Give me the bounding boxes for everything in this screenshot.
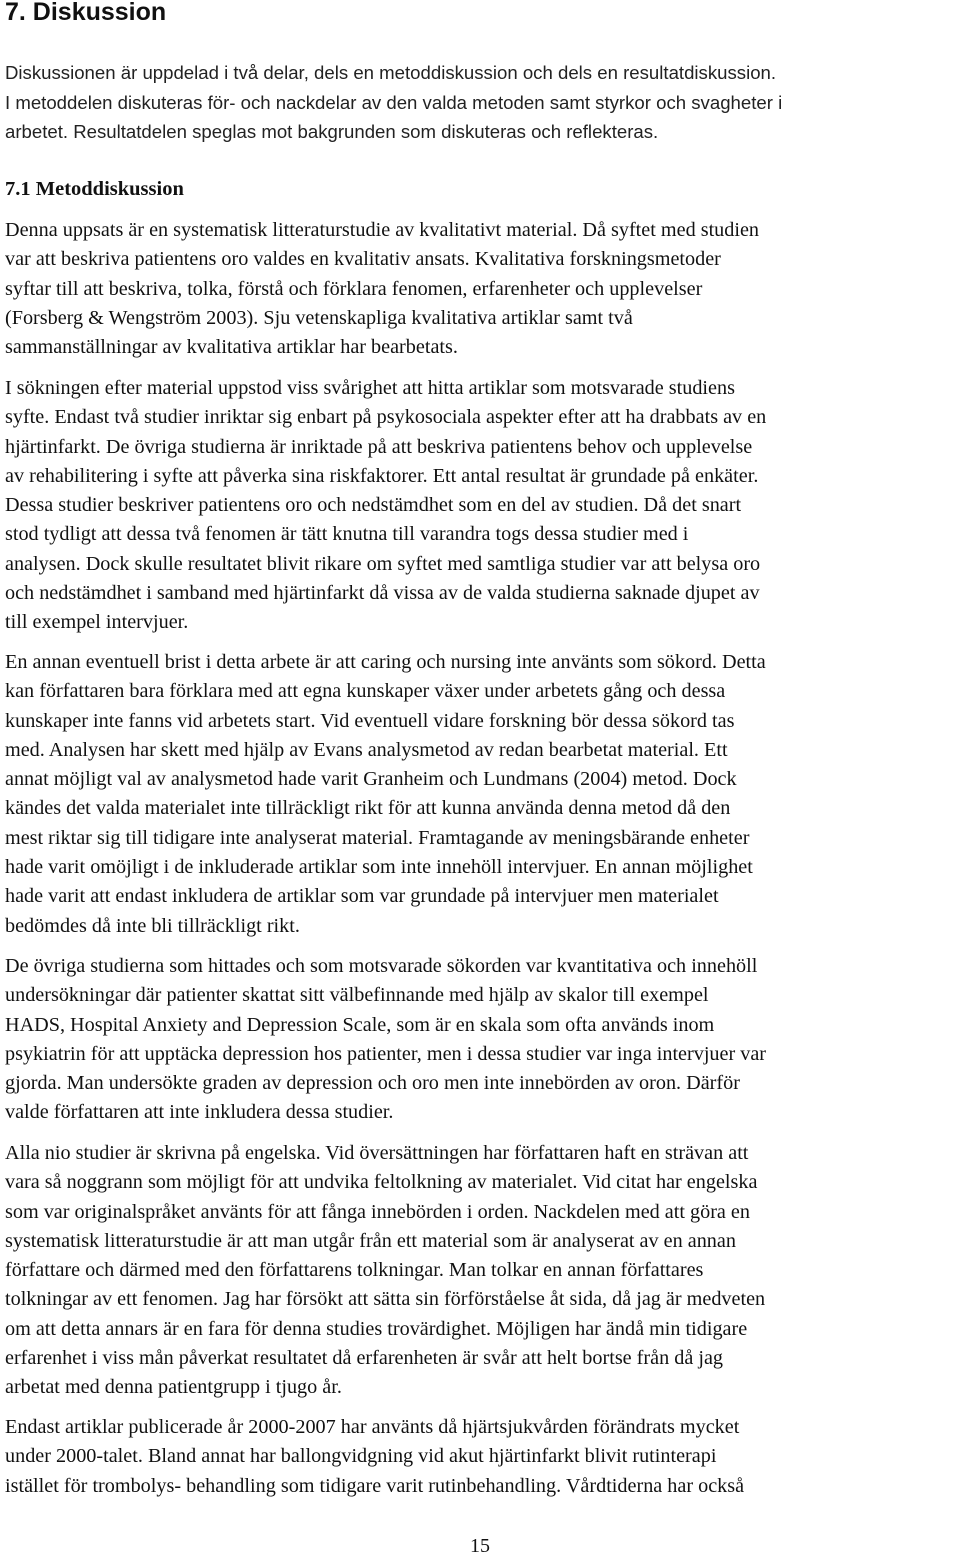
paragraph-line: under 2000-talet. Bland annat har ballongvidgning vid akut hjärtinfarkt blivit rutinterapi <box>5 1445 717 1468</box>
paragraph-line: hjärtinfarkt. De övriga studierna är inriktade på att beskriva patientens behov och upplevelse <box>5 435 753 458</box>
paragraph-line: och nedstämdhet i samband med hjärtinfarkt då vissa av de valda studierna saknade djupet av <box>5 582 760 605</box>
paragraph-line: kändes det valda materialet inte tillräckligt rikt för att kunna använda denna metod då den <box>5 797 731 820</box>
paragraph-line: till exempel intervjuer. <box>5 611 189 634</box>
paragraph-line: syfte. Endast två studier inriktar sig enbart på psykosociala aspekter efter att ha drabbats av en <box>5 406 767 429</box>
paragraph-line: kan författaren bara förklara med att egna kunskaper växer under arbetets gång och dessa <box>5 680 726 703</box>
paragraph-line: som var originalspråket använts för att fånga innebörden i orden. Nackdelen med att göra en <box>5 1200 750 1223</box>
paragraph-quantitative <box>5 952 960 1128</box>
paragraph-line: erfarenhet i viss mån påverkat resultatet då erfarenheten är svår att helt bortse från då jag <box>5 1347 723 1370</box>
paragraph-line: vara så noggrann som möjligt för att undvika feltolkning av materialet. Vid citat har engelska <box>5 1171 758 1194</box>
intro-line: arbetet. Resultatdelen speglas mot bakgrunden som diskuteras och reflekteras. <box>5 121 659 142</box>
paragraph-search <box>5 374 960 638</box>
paragraph-method <box>5 216 960 362</box>
paragraph-line: arbetat med denna patientgrupp i tjugo år. <box>5 1376 342 1399</box>
paragraph-line: kunskaper inte fanns vid arbetets start. Vid eventuell vidare forskning bör dessa sökord tas <box>5 709 735 732</box>
paragraph-line: hade varit omöjligt i de inkluderade artiklar som inte innehöll intervjuer. En annan möjlighet <box>5 856 753 879</box>
paragraph-line: psykiatrin för att upptäcka depression hos patienter, men i dessa studier var inga intervjuer var <box>5 1042 767 1065</box>
paragraph-line: tolkningar av ett fenomen. Jag har försökt att sätta sin förförståelse åt sida, då jag är medveten <box>5 1288 766 1311</box>
paragraph-language <box>5 1139 960 1403</box>
paragraph-line: Dessa studier beskriver patientens oro och nedstämdhet som en del av studien. Då det snart <box>5 494 742 517</box>
paragraph-line: av rehabilitering i syfte att påverka sina riskfaktorer. Ett antal resultat är grundade på enkäter. <box>5 464 759 487</box>
paragraph-line: med. Analysen har skett med hjälp av Evans analysmetod av redan bearbetat material. Ett <box>5 738 728 761</box>
paragraph-date-range <box>5 1413 960 1501</box>
paragraph-line: valde författaren att inte inkludera dessa studier. <box>5 1101 394 1124</box>
paragraph-line: om att detta annars är en fara för denna studies trovärdighet. Möjligen har ändå min tidigare <box>5 1317 748 1340</box>
paragraph-line: undersökningar där patienter skattat sitt välbefinnande med hjälp av skalor till exempel <box>5 984 709 1007</box>
paragraph-line: var att beskriva patientens oro valdes en kvalitativ ansats. Kvalitativa forskningsmetoder <box>5 248 721 271</box>
paragraph-line: sammanställningar av kvalitativa artiklar har bearbetats. <box>5 336 458 359</box>
intro-line: I metoddelen diskuteras för- och nackdelar av den valda metoden samt styrkor och svagheter i <box>5 91 783 113</box>
paragraph-line: mest riktar sig till tidigare inte analyserat material. Framtagande av meningsbärande enheter <box>5 826 750 849</box>
section-title: 7.1 Metoddiskussion <box>5 178 184 200</box>
paragraph-line: bedömdes då inte bli tillräckligt rikt. <box>5 914 300 937</box>
paragraph-line: analysen. Dock skulle resultatet blivit rikare om syftet med samtliga studier var att belysa oro <box>5 552 761 575</box>
intro-paragraph <box>5 58 960 147</box>
paragraph-line: De övriga studierna som hittades och som motsvarade sökorden var kvantitativa och innehöll <box>5 955 758 977</box>
paragraph-line: gjorda. Man undersökte graden av depression och oro men inte innebörden av oron. Därför <box>5 1072 740 1095</box>
page-number: 15 <box>470 1535 490 1557</box>
paragraph-line: Endast artiklar publicerade år 2000-2007 har använts då hjärtsjukvården förändrats mycket <box>5 1416 740 1438</box>
chapter-title: 7. Diskussion <box>5 0 167 26</box>
paragraph-line: (Forsberg & Wengström 2003). Sju vetenskapliga kvalitativa artiklar samt två <box>5 306 633 329</box>
paragraph-line: stod tydligt att dessa två fenomen är tätt knutna till varandra togs dessa studier med i <box>5 523 689 546</box>
intro-line: Diskussionen är uppdelad i två delar, dels en metoddiskussion och dels en resultatdiskussion. <box>5 62 777 83</box>
paragraph-line: En annan eventuell brist i detta arbete är att caring och nursing inte använts som sökord. Detta <box>5 651 766 673</box>
paragraph-line: Denna uppsats är en systematisk litteraturstudie av kvalitativt material. Då syftet med studien <box>5 219 760 241</box>
paragraph-line: annat möjligt val av analysmetod hade varit Granheim och Lundmans (2004) metod. Dock <box>5 768 737 791</box>
paragraph-line: författare och därmed med den författarens tolkningar. Man tolkar en annan författares <box>5 1259 704 1282</box>
paragraph-limitations <box>5 648 960 941</box>
paragraph-line: systematisk litteraturstudie är att man utgår från ett material som är analyserat av en annan <box>5 1229 736 1252</box>
paragraph-line: syftar till att beskriva, tolka, förstå och förklara fenomen, erfarenheter och upplevelser <box>5 277 703 300</box>
paragraph-line: hade varit att endast inkludera de artiklar som var grundade på intervjuer men materialet <box>5 885 719 908</box>
paragraph-line: istället för trombolys- behandling som tidigare varit rutinbehandling. Vårdtiderna har också <box>5 1474 745 1497</box>
paragraph-line: Alla nio studier är skrivna på engelska. Vid översättningen har författaren haft en strävan att <box>5 1142 749 1164</box>
paragraph-line: I sökningen efter material uppstod viss svårighet att hitta artiklar som motsvarade studiens <box>5 377 735 399</box>
paragraph-line: HADS, Hospital Anxiety and Depression Scale, som är en skala som ofta används inom <box>5 1013 715 1036</box>
